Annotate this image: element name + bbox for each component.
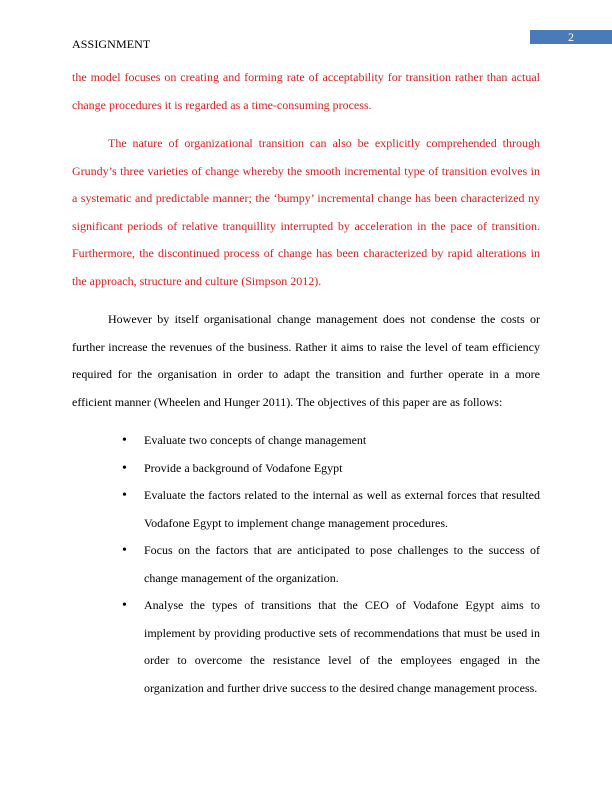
list-item bbox=[122, 592, 540, 702]
paragraph-grundy-change: The nature of organizational transition can also be explicitly comprehended through Grundy’s three varieties of change whereby the smooth incremental type of transition evolves in a systematic and predictable manner; the ‘bumpy’ incremental change has been characterized ny significant periods of relative tranquillity interrupted by acceleration in the pace of transition. Furthermore, the discontinued process of change has been characterized by rapid alterations in the approach, structure and culture (Simpson 2012). bbox=[72, 136, 540, 288]
list-item bbox=[122, 537, 540, 592]
bullet-icon: • bbox=[122, 433, 127, 448]
paragraph-gap bbox=[72, 119, 540, 130]
bullet-icon: • bbox=[122, 460, 127, 476]
page-number: 2 bbox=[568, 30, 574, 44]
paragraph-gap bbox=[72, 295, 540, 306]
list-item-text: Provide a background of Vodafone Egypt bbox=[144, 460, 343, 475]
paragraph-gap bbox=[72, 416, 540, 427]
bullet-icon: • bbox=[122, 543, 127, 558]
list-item bbox=[122, 455, 540, 483]
list-item bbox=[122, 482, 540, 537]
list-item-text: Analyse the types of transitions that the CEO of Vodafone Egypt aims to implement by providing productive sets of recommendations that must be used in order to overcome the resistance level of the employees engaged in the organization and further drive success to the desired change management process. bbox=[144, 598, 540, 695]
list-item-text: Evaluate two concepts of change management bbox=[144, 433, 367, 447]
bullet-icon: • bbox=[122, 598, 127, 613]
paragraph-continuation: the model focuses on creating and forming rate of acceptability for transition rather than actual change procedures it is regarded as a time-consuming process. bbox=[72, 70, 540, 112]
bullet-icon: • bbox=[122, 488, 127, 503]
document-body bbox=[72, 64, 540, 702]
running-head: ASSIGNMENT bbox=[72, 37, 151, 51]
objectives-list bbox=[72, 427, 540, 702]
list-item-text: Focus on the factors that are anticipated to pose challenges to the success of change management of the organization. bbox=[144, 543, 540, 585]
list-item-text: Evaluate the factors related to the internal as well as external forces that resulted Vodafone Egypt to implement change management procedures. bbox=[144, 488, 540, 530]
list-item bbox=[122, 427, 540, 455]
paragraph-objectives-intro: However by itself organisational change management does not condense the costs or further increase the revenues of the business. Rather it aims to raise the level of team efficiency required for the organisation in order to adapt the transition and further operate in a more efficient manner (Wheelen and Hunger 2011). The objectives of this paper are as follows: bbox=[72, 312, 540, 409]
